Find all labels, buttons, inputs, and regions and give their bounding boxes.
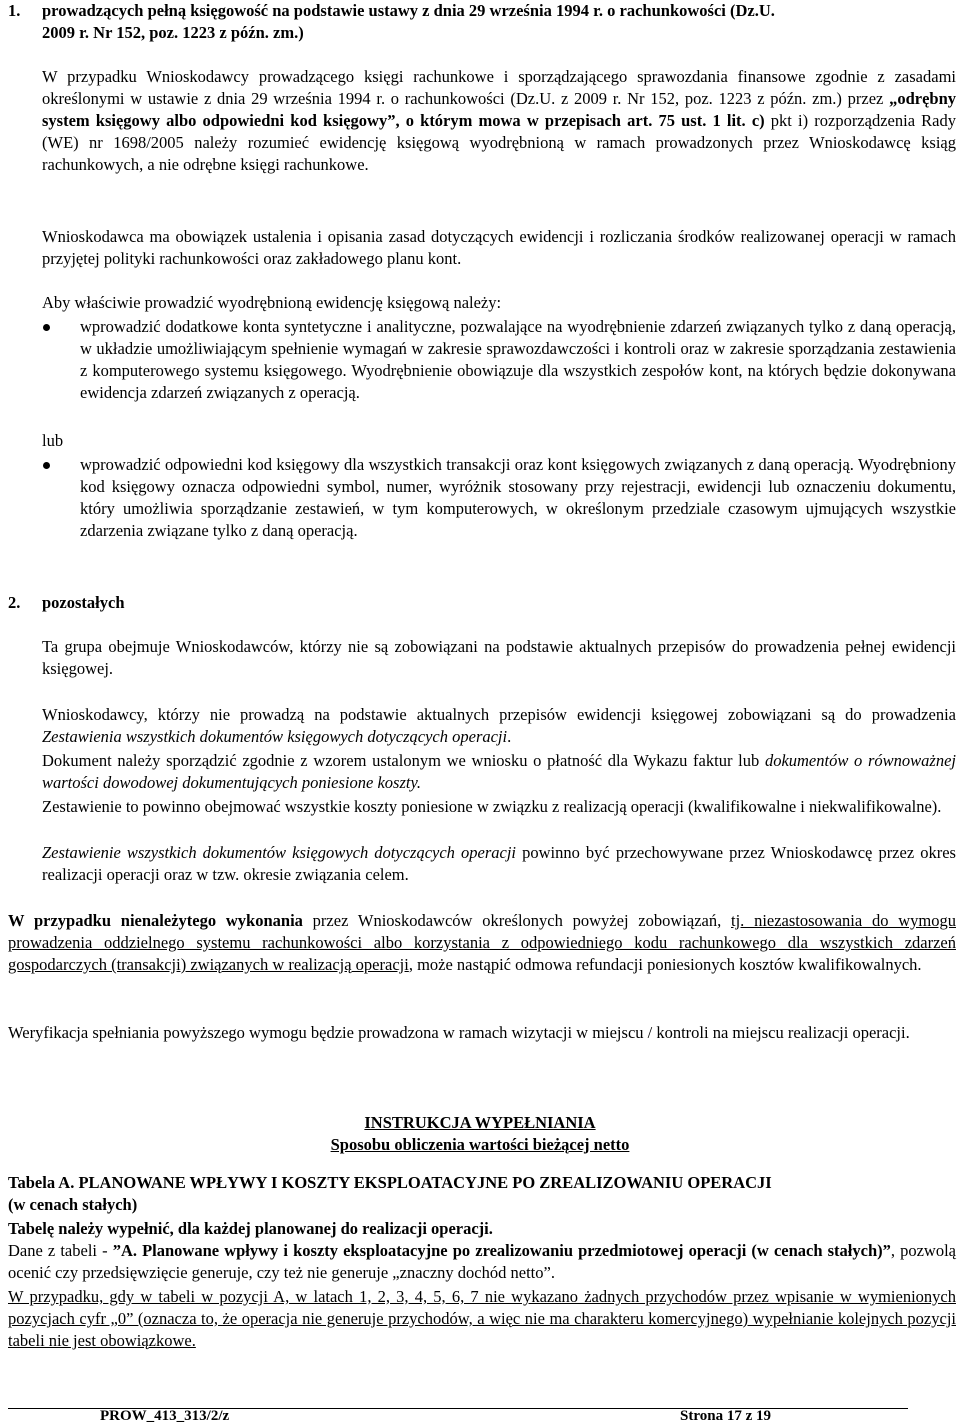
item2-paragraph-5: Zestawienie wszystkich dokumentów księgowych dotyczących operacji powinno być przechowywane przez Wnioskodawcę przez okres realizacji operacji oraz w tzw. okresie związania celem. [42, 843, 956, 884]
item2-heading [0, 592, 960, 614]
item1-paragraph-1: W przypadku Wnioskodawcy prowadzącego księgi rachunkowe i sporządzającego sprawozdania finansowe zgodnie z zasadami określonymi w ustawie z dnia 29 września 1994 r. o rachunkowości (Dz.U. z 2009 r. Nr 152, poz. 1223 z późn. zm.) przez „odrębny system księgowy albo odpowiedni kod księgowy”, o którym mowa w przepisach art. 75 ust. 1 lit. c) pkt i) rozporządzenia Rady (WE) nr 1698/2005 należy rozumieć ewidencję księgową wyodrębnioną w ramach prowadzonych przez Wnioskodawcę ksiąg rachunkowych, a nie odrębne księgi rachunkowe. [42, 67, 956, 174]
footer-page-number: Strona 17 z 19 [680, 1408, 771, 1424]
item1-heading-line1: prowadzących pełną księgowość na podstawie ustawy z dnia 29 września 1994 r. o rachunkowości (Dz.U. [42, 1, 775, 20]
or-connector: lub [42, 431, 64, 450]
bullet-item-1 [0, 316, 960, 404]
item2-paragraph-2: Wnioskodawcy, którzy nie prowadzą na podstawie aktualnych przepisów ewidencji księgowej zobowiązani są do prowadzenia Zestawienia wszystkich dokumentów księgowych dotyczących operacji. [42, 705, 956, 746]
item1-heading [0, 0, 960, 44]
table-a-note: W przypadku, gdy w tabeli w pozycji A, w latach 1, 2, 3, 4, 5, 6, 7 nie wykazano żadnych przychodów przez wpisanie w wymienionych pozycjach cyfr „0” (oznacza to, że operacja nie generuje przychodów, a więc nie ma charakteru komercyjnego) wypełnianie kolejnych pozycji tabeli nie jest obowiązkowe. [8, 1287, 956, 1350]
footer-document-code: PROW_413_313/2/z [100, 1408, 230, 1424]
verification-paragraph: Weryfikacja spełniania powyższego wymogu będzie prowadzona w ramach wizytacji w miejscu / kontroli na miejscu realizacji operacji. [8, 1023, 910, 1042]
item2-number: 2. [8, 593, 21, 612]
bullet-1-text: wprowadzić dodatkowe konta syntetyczne i analityczne, pozwalające na wyodrębnienie zdarzeń związanych tylko z daną operacją, w układzie umożliwiającym spełnienie wymagań w zakresie sprawozdawczości i kontroli oraz w zakresie sporządzania zestawienia z komputerowego systemu księgowego. Wyodrębnienie obowiązuje dla wszystkich zespołów kont, na których będzie dokonywana ewidencja zdarzeń związanych z operacją. [80, 317, 956, 402]
item2-paragraph-1: Ta grupa obejmuje Wnioskodawców, którzy nie są zobowiązani na podstawie aktualnych przepisów do prowadzenia pełnej ewidencji księgowej. [42, 637, 956, 678]
table-a-heading: Tabela A. PLANOWANE WPŁYWY I KOSZTY EKSPLOATACYJNE PO ZREALIZOWANIU OPERACJI (w cenach stałych) [8, 1173, 772, 1214]
instructions-title: INSTRUKCJA WYPEŁNIANIA [364, 1113, 596, 1132]
item2-heading-text: pozostałych [42, 593, 125, 612]
table-a-description: Dane z tabeli - ”A. Planowane wpływy i koszty eksploatacyjne po zrealizowaniu przedmiotowej operacji (w cenach stałych)”, pozwolą ocenić czy przedsięwzięcie generuje, czy też nie generuje „znaczny dochód netto”. [8, 1241, 957, 1282]
bullet-icon [43, 462, 50, 469]
item2-paragraph-3: Dokument należy sporządzić zgodnie z wzorem ustalonym we wniosku o płatność dla Wykazu faktur lub dokumentów o równoważnej wartości dowodowej dokumentujących poniesione koszty. [42, 751, 957, 792]
bullet-icon [43, 324, 50, 331]
item1-paragraph-3: Aby właściwie prowadzić wyodrębnioną ewidencję księgową należy: [42, 293, 502, 312]
table-a-instruction: Tabelę należy wypełnić, dla każdej planowanej do realizacji operacji. [8, 1219, 493, 1238]
warning-paragraph: W przypadku nienależytego wykonania przez Wnioskodawców określonych powyżej zobowiązań, tj. niezastosowania do wymogu prowadzenia oddzielnego systemu rachunkowości albo korzystania z odpowiedniego kodu rachunkowego dla wszystkich zdarzeń gospodarczych (transakcji) związanych w realizacją operacji, może nastąpić odmowa refundacji poniesionych kosztów kwalifikowalnych. [8, 911, 956, 974]
item2-paragraph-4: Zestawienie to powinno obejmować wszystkie koszty poniesione w związku z realizacją operacji (kwalifikowalne i niekwalifikowalne). [42, 797, 942, 816]
bullet-2-text: wprowadzić odpowiedni kod księgowy dla wszystkich transakcji oraz kont księgowych związanych z daną operacją. Wyodrębniony kod księgowy oznacza odpowiedni symbol, numer, wyróżnik stosowany przy rejestracji, ewidencji lub oznaczeniu dokumentu, który umożliwia sporządzanie zestawień, w tym komputerowych, w określonym przedziale czasowym ujmujących wszystkie zdarzenia związane tylko z daną operacją. [80, 455, 956, 540]
item1-heading-line2: 2009 r. Nr 152, poz. 1223 z późn. zm.) [42, 23, 304, 42]
instructions-subtitle: Sposobu obliczenia wartości bieżącej netto [330, 1135, 630, 1154]
item1-number: 1. [8, 1, 21, 20]
bullet-item-2 [0, 454, 960, 542]
item1-paragraph-2: Wnioskodawca ma obowiązek ustalenia i opisania zasad dotyczących ewidencji i rozliczania środków realizowanej operacji w ramach przyjętej polityki rachunkowości oraz zakładowego planu kont. [42, 227, 956, 268]
